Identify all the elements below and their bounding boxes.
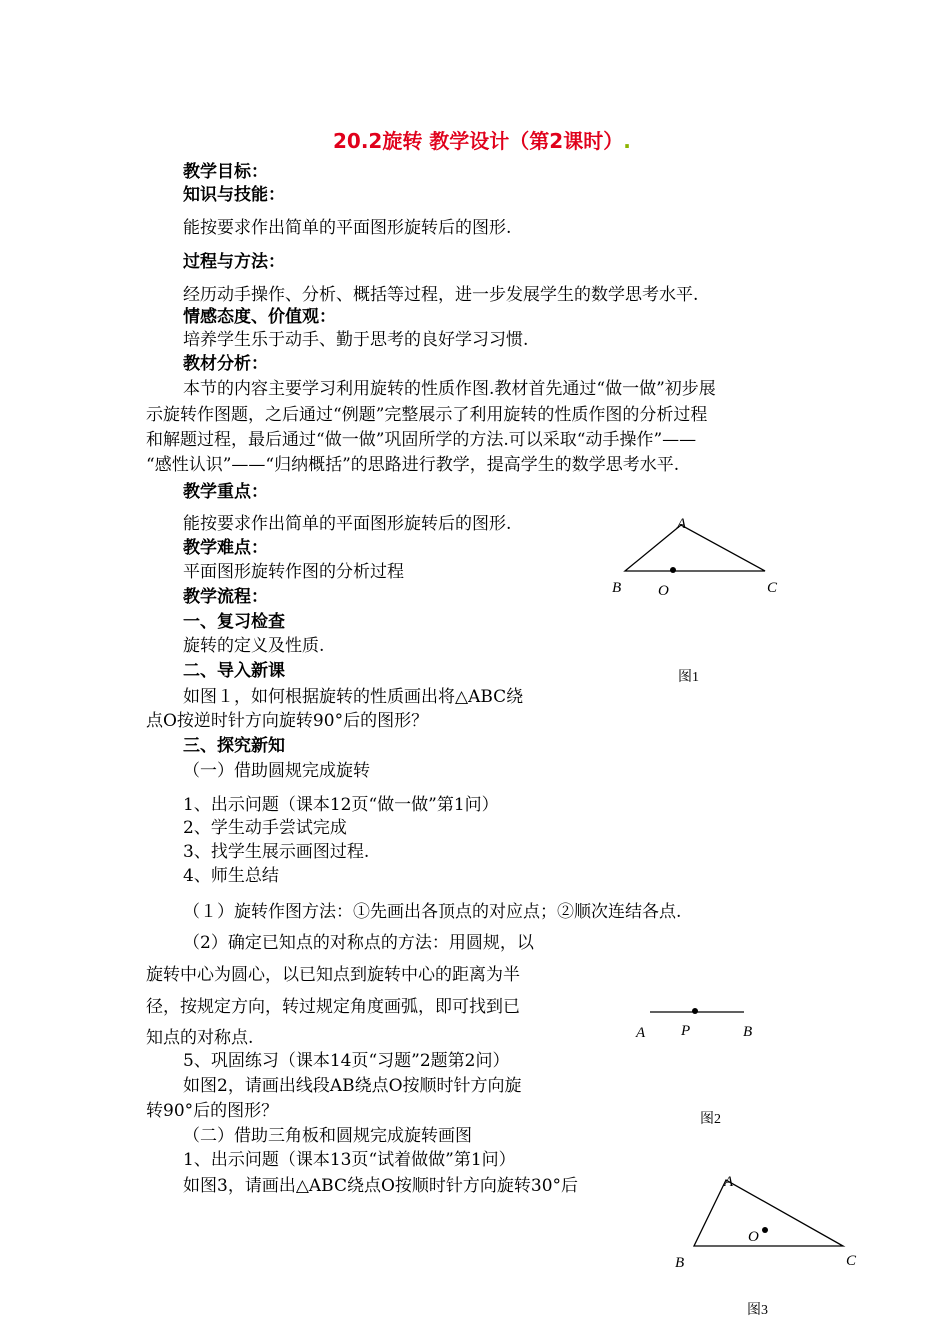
key-heading: 教学重点： <box>183 482 268 502</box>
knowledge-text: 能按要求作出简单的平面图形旋转后的图形. <box>183 218 512 238</box>
material-line-3: 和解题过程，最后通过“做一做”巩固所学的方法.可以采取“动手操作”—— <box>146 430 697 450</box>
summary-line-5: 知点的对称点. <box>146 1028 254 1048</box>
summary-line-4: 径，按规定方向，转过规定角度画弧，即可找到已 <box>146 997 520 1017</box>
knowledge-heading: 知识与技能： <box>183 185 285 205</box>
process-text: 经历动手操作、分析、概括等过程，进一步发展学生的数学思考水平. <box>183 285 699 305</box>
fig1-label-c: C <box>767 580 778 596</box>
material-heading: 教材分析： <box>183 354 268 374</box>
summary-line-1: （１）旋转作图方法：①先画出各顶点的对应点；②顺次连结各点. <box>183 902 682 922</box>
intro-heading: 二、导入新课 <box>183 661 285 681</box>
attitude-text: 培养学生乐于动手、勤于思考的良好学习习惯. <box>183 330 529 350</box>
fig3-label-o: O <box>748 1229 759 1245</box>
step-3: 3、找学生展示画图过程. <box>183 842 370 862</box>
fig3-label-c: C <box>846 1253 857 1269</box>
difficulty-heading: 教学难点： <box>183 538 268 558</box>
step-4: 4、师生总结 <box>183 866 279 886</box>
intro-line-2: 点O按逆时针方向旋转90°后的图形？ <box>146 711 429 731</box>
explore-sub-2: （二）借助三角板和圆规完成旋转画图 <box>183 1126 472 1146</box>
fig2-label-p: P <box>681 1023 691 1039</box>
material-line-2: 示旋转作图题，之后通过“例题”完整展示了利用旋转的性质作图的分析过程 <box>146 405 708 425</box>
fig3-label-a: A <box>724 1174 734 1190</box>
explore-sub-1: （一）借助圆规完成旋转 <box>183 761 370 781</box>
review-heading: 一、复习检查 <box>183 612 285 632</box>
summary-line-3: 旋转中心为圆心，以已知点到旋转中心的距离为半 <box>146 965 520 985</box>
fig3-caption: 图3 <box>747 1303 768 1318</box>
fig1-label-o: O <box>658 583 669 599</box>
goal-heading: 教学目标： <box>183 162 268 182</box>
process-heading: 过程与方法： <box>183 252 285 272</box>
fig3-question: 如图3，请画出△ABC绕点O按顺时针方向旋转30°后 <box>183 1176 579 1196</box>
fig2-label-a: A <box>636 1025 646 1041</box>
title-trailing-mark: . <box>623 129 631 153</box>
fig3-label-b: B <box>675 1255 685 1271</box>
flow-heading: 教学流程： <box>183 587 268 607</box>
intro-line-1: 如图１，如何根据旋转的性质画出将△ABC绕 <box>183 687 524 707</box>
fig3-triangle <box>694 1180 843 1246</box>
explore-heading: 三、探究新知 <box>183 736 285 756</box>
fig1-caption: 图1 <box>678 670 699 685</box>
page-title-text: 20.2旋转 教学设计（第2课时） <box>333 129 624 153</box>
difficulty-text: 平面图形旋转作图的分析过程 <box>183 562 404 582</box>
fig2-question-line-1: 如图2，请画出线段AB绕点O按顺时针方向旋 <box>183 1076 522 1096</box>
practice-line: 5、巩固练习（课本14页“习题”2题第2问） <box>183 1051 510 1071</box>
fig2-question-line-2: 转90°后的图形？ <box>146 1101 279 1121</box>
fig1-label-b: B <box>612 580 622 596</box>
attitude-heading: 情感态度、价值观： <box>183 307 336 327</box>
material-line-1: 本节的内容主要学习利用旋转的性质作图.教材首先通过“做一做”初步展 <box>183 379 716 399</box>
step-show-2: 1、出示问题（课本13页“试着做做”第1问） <box>183 1150 516 1170</box>
key-text: 能按要求作出简单的平面图形旋转后的图形. <box>183 514 512 534</box>
fig1-label-a: A <box>677 516 687 532</box>
review-text: 旋转的定义及性质. <box>183 636 325 656</box>
summary-line-2: （2）确定已知点的对称点的方法：用圆规，以 <box>183 933 534 953</box>
material-line-4: “感性认识”——“归纳概括”的思路进行教学，提高学生的数学思考水平. <box>146 455 680 475</box>
fig2-caption: 图2 <box>700 1112 721 1127</box>
step-1: 1、出示问题（课本12页“做一做”第1问） <box>183 795 499 815</box>
fig3-point-o <box>762 1227 768 1233</box>
fig2-label-b: B <box>743 1024 753 1040</box>
step-2: 2、学生动手尝试完成 <box>183 818 347 838</box>
